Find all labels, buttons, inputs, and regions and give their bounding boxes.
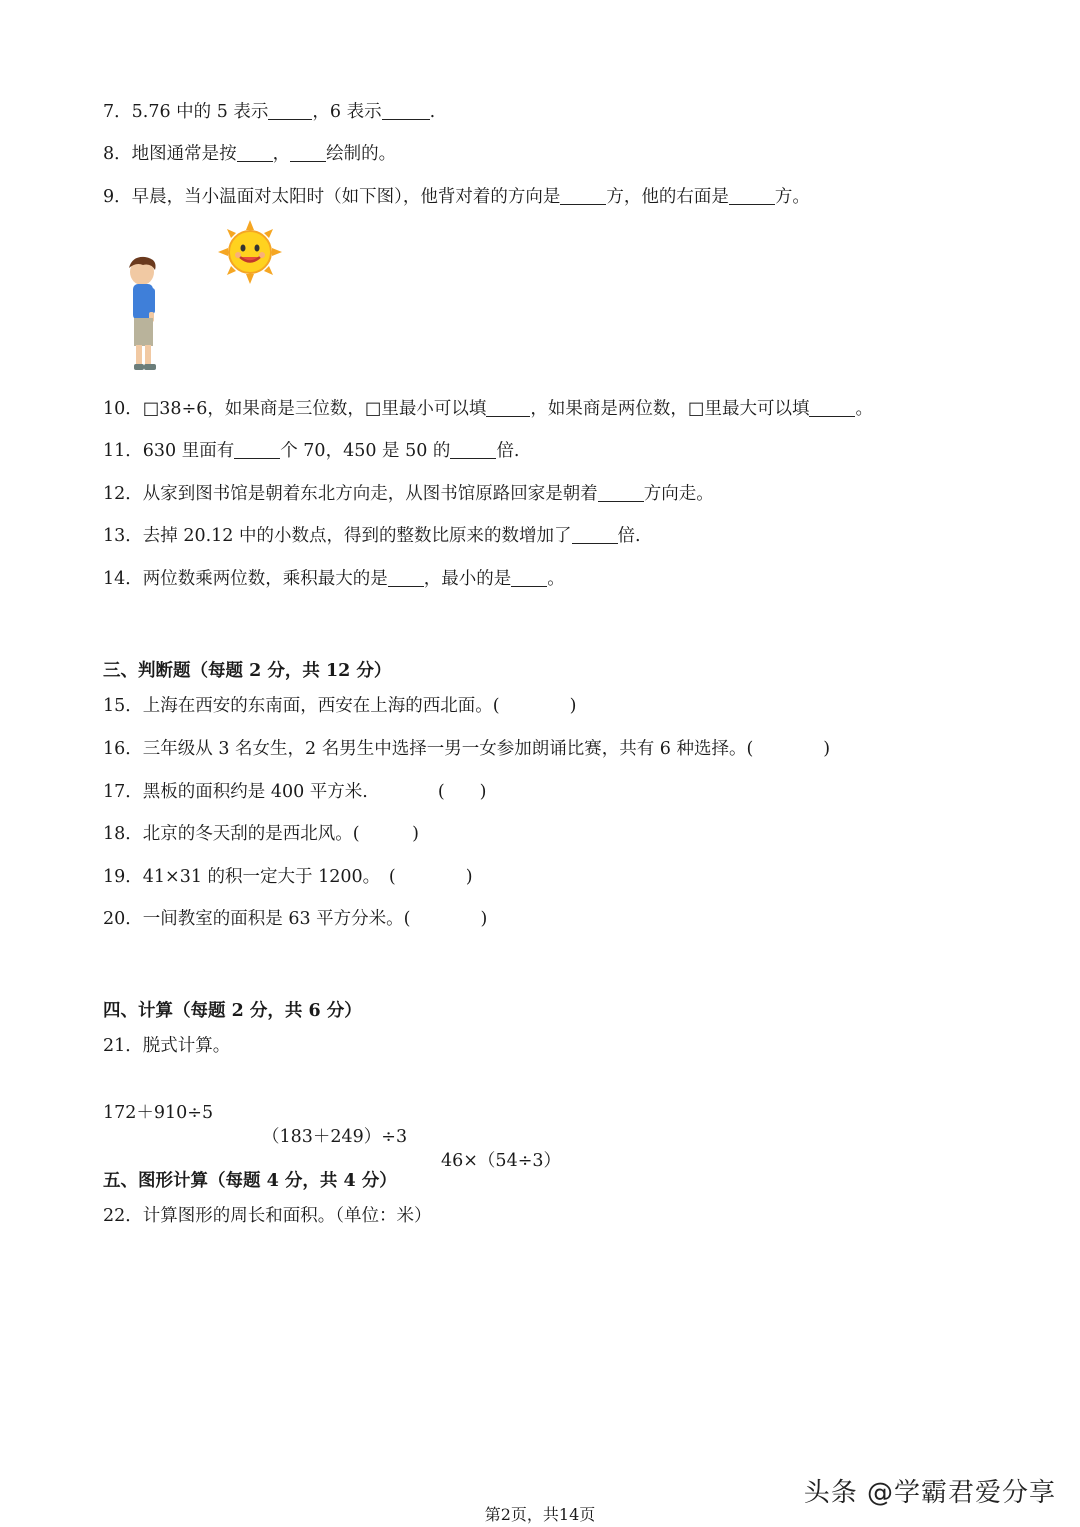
- watermark: 头条 @学霸君爱分享: [803, 1478, 1056, 1508]
- q9-text-after: 方。: [774, 187, 810, 207]
- q11-blank-2: [450, 440, 496, 459]
- question-8: [103, 142, 396, 166]
- boy-illustration: [118, 254, 170, 378]
- question-13: [103, 524, 641, 548]
- question-7: [103, 100, 435, 124]
- q13-text-after: 倍.: [617, 526, 641, 546]
- question-14: [103, 567, 565, 591]
- sun-icon: [218, 220, 282, 284]
- question-12: [103, 482, 714, 506]
- question-22: 22．计算图形的周长和面积。（单位：米）: [103, 1206, 432, 1226]
- q12-text-after: 方向走。: [643, 484, 714, 504]
- section-3-heading: 三、判断题（每题 2 分，共 12 分）: [103, 661, 392, 681]
- expression-3: 46×（54÷3）: [441, 1151, 561, 1171]
- q14-blank-1: [388, 568, 424, 587]
- q14-text-middle: ，最小的是: [423, 569, 512, 589]
- expression-2: （183＋249）÷3: [262, 1127, 408, 1147]
- q7-text-after: .: [429, 102, 436, 122]
- q8-text-before: 8．地图通常是按: [103, 144, 237, 164]
- q11-text-middle: 个 70，450 是 50 的: [280, 441, 451, 461]
- q11-text-before: 11．630 里面有: [103, 441, 235, 461]
- q10-text-before: 10．□38÷6，如果商是三位数，□里最小可以填: [103, 399, 487, 419]
- q12-text-before: 12．从家到图书馆是朝着东北方向走，从图书馆原路回家是朝着: [103, 484, 598, 504]
- q13-text-before: 13．去掉 20.12 中的小数点，得到的整数比原来的数增加了: [103, 526, 572, 546]
- calc-expressions: [0, 1077, 1080, 1171]
- section-4-heading: 四、计算（每题 2 分，共 6 分）: [103, 1001, 362, 1021]
- q7-text-before: 7．5.76 中的 5 表示: [103, 102, 269, 122]
- question-16: 16．三年级从 3 名女生，2 名男生中选择一男一女参加朗诵比赛，共有 6 种选择。( ): [103, 739, 831, 759]
- q14-text-after: 。: [547, 569, 565, 589]
- q14-blank-2: [511, 568, 547, 587]
- question-9: [103, 185, 810, 209]
- q7-blank-2: [382, 101, 430, 120]
- q14-text-before: 14．两位数乘两位数，乘积最大的是: [103, 569, 388, 589]
- q9-text-before: 9．早晨，当小温面对太阳时（如下图），他背对着的方向是: [103, 187, 561, 207]
- question-17: 17．黑板的面积约是 400 平方米. ( ): [103, 782, 487, 802]
- question-19: 19．41×31 的积一定大于 1200。 ( ): [103, 867, 473, 887]
- q11-blank-1: [234, 440, 280, 459]
- question-15: 15．上海在西安的东南面，西安在上海的西北面。( ): [103, 696, 577, 716]
- question-18: 18．北京的冬天刮的是西北风。( ): [103, 824, 419, 844]
- expression-1: 172＋910÷5: [103, 1103, 214, 1123]
- question-11: [103, 439, 520, 463]
- q8-text-after: 绘制的。: [326, 144, 397, 164]
- q10-text-middle: ，如果商是两位数，□里最大可以填: [530, 399, 810, 419]
- question-10: [103, 397, 873, 421]
- q13-blank-1: [572, 525, 618, 544]
- q12-blank-1: [598, 483, 644, 502]
- page-footer: 第2页，共14页: [484, 1505, 596, 1524]
- question-21: 21．脱式计算。: [103, 1036, 231, 1056]
- q7-blank-1: [268, 101, 312, 120]
- q9-text-middle: 方，他的右面是: [606, 187, 729, 207]
- question-20: 20．一间教室的面积是 63 平方分米。( ): [103, 909, 488, 929]
- q10-blank-2: [809, 398, 855, 417]
- q9-blank-2: [729, 186, 775, 205]
- q8-blank-2: [290, 143, 326, 162]
- q8-blank-1: [237, 143, 273, 162]
- q10-text-after: 。: [855, 399, 873, 419]
- q8-text-middle: ，: [272, 144, 291, 164]
- q9-blank-1: [560, 186, 606, 205]
- q11-text-after: 倍.: [496, 441, 520, 461]
- q7-text-middle: ，6 表示: [312, 102, 382, 122]
- section-5-heading: 五、图形计算（每题 4 分，共 4 分）: [103, 1171, 397, 1191]
- q10-blank-1: [486, 398, 530, 417]
